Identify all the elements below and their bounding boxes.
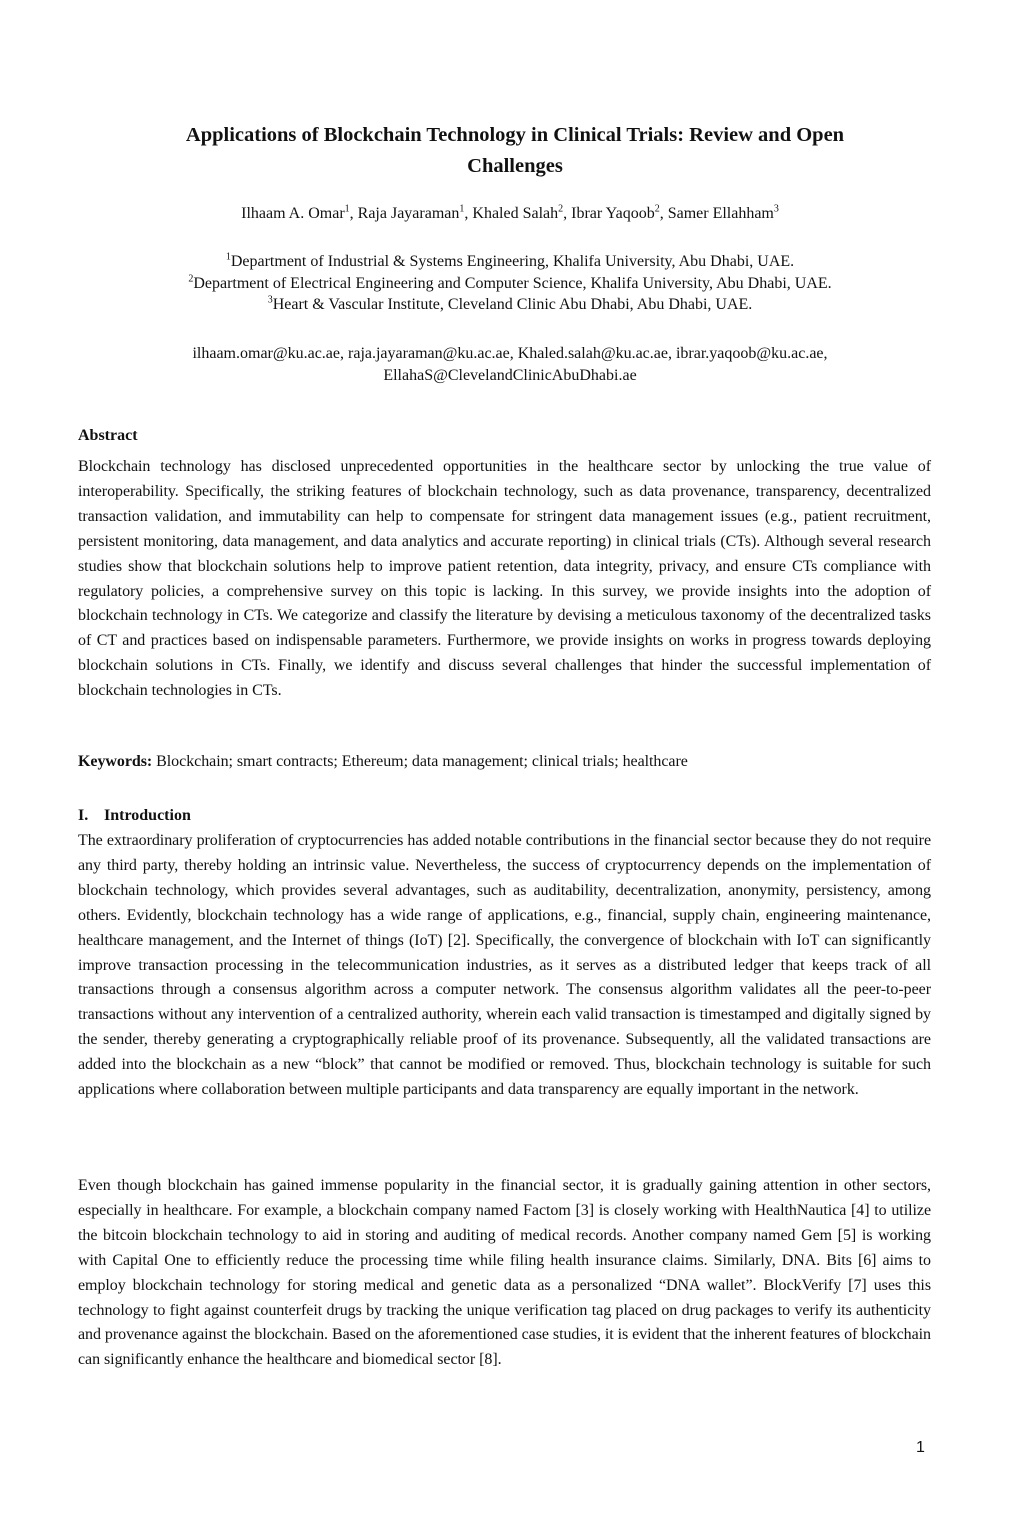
affiliation-marker: 2 bbox=[654, 203, 660, 215]
author-list: Ilhaam A. Omar$^1$, Raja Jayaraman$^1$, Khaled Salah$^2$, Ibrar Yaqoob$^2$, Samer Ellahham$^3$ bbox=[241, 203, 779, 222]
section-number: I. bbox=[78, 807, 89, 824]
affiliation: $^2$Department of Electrical Engineering and Computer Science, Khalifa University, Abu Dhabi, UAE. bbox=[188, 273, 832, 292]
keywords-label: Keywords: bbox=[78, 753, 153, 770]
body-paragraph: Even though blockchain has gained immense popularity in the financial sector, it is gradually gaining attention in other sectors, especially in healthcare. For example, a blockchain company named Factom [3] is closely working with HealthNautica [4] to utilize the bitcoin blockchain technology to aid in storing and auditing of medical records. Another company named Gem [5] is working with Capital One to efficiently reduce the processing time while filing health insurance claims. Similarly, DNA. Bits [6] aims to employ blockchain technology for storing medical and genetic data as a personalized “DNA wallet”. BlockVerify [7] uses this technology to fight against counterfeit drugs by tracking the unique verification tag placed on drug packages to verify its authenticity and provenance against the blockchain. Based on the aforementioned case studies, it is evident that the inherent features of blockchain can significantly enhance the healthcare and biomedical sector [8]. bbox=[78, 1177, 931, 1369]
author: Samer Ellahham$^3$ bbox=[667, 203, 779, 222]
abstract-heading: Abstract bbox=[78, 427, 138, 444]
affiliation: $^1$Department of Industrial & Systems Engineering, Khalifa University, Abu Dhabi, UAE. bbox=[225, 251, 795, 270]
affiliation-list bbox=[100, 251, 920, 316]
affiliation: $^3$Heart & Vascular Institute, Cleveland Clinic Abu Dhabi, Abu Dhabi, UAE. bbox=[267, 294, 753, 313]
body-paragraph: The extraordinary proliferation of cryptocurrencies has added notable contributions in the financial sector because they do not require any third party, thereby holding an intrinsic value. Nevertheless, the success of cryptocurrency depends on the implementation of blockchain technology, which provides several advantages, such as auditability, decentralization, anonymity, persistency, among others. Evidently, blockchain technology has a wide range of applications, e.g., financial, supply chain, engineering maintenance, healthcare management, and the Internet of things (IoT) [2]. Specifically, the convergence of blockchain with IoT can significantly improve transaction processing in the telecommunication industries, as it serves as a distributed ledger that keeps track of all transactions through a consensus algorithm across a computer network. The consensus algorithm validates all the peer-to-peer transactions without any intervention of a centralized authority, wherein each valid transaction is timestamped and digitally signed by the sender, thereby generating a cryptographically reliable proof of its provenance. Subsequently, all the validated transactions are added into the blockchain as a new “block” that cannot be modified or removed. Thus, blockchain technology is suitable for such applications where collaboration between multiple participants and data transparency are equally important in the network. bbox=[78, 832, 931, 1099]
email-line: ilhaam.omar@ku.ac.ae, raja.jayaraman@ku.ac.ae, Khaled.salah@ku.ac.ae, ibrar.yaqoob@ku.ac.ae, bbox=[192, 345, 828, 362]
abstract-body: Blockchain technology has disclosed unprecedented opportunities in the healthcare sector by unlocking the true value of interoperability. Specifically, the striking features of blockchain technology, such as data provenance, transparency, decentralized transaction validation, and immutability can help to compensate for stringent data management issues (e.g., patient recruitment, persistent monitoring, data management, and data analytics and accurate reporting) in clinical trials (CTs). Although several research studies show that blockchain solutions help to improve patient retention, data integrity, privacy, and ensure CTs compliance with regulatory policies, a comprehensive survey on this topic is lacking. In this survey, we provide insights into the adoption of blockchain technology in CTs. We categorize and classify the literature by devising a meticulous taxonomy of the decentralized tasks of CT and practices based on indispensable parameters. Furthermore, we provide insights on works in progress towards deploying blockchain solutions in CTs. Finally, we identify and discuss several challenges that hinder the successful implementation of blockchain technologies in CTs. bbox=[78, 458, 931, 700]
affiliation-marker: 2 bbox=[558, 203, 564, 215]
author: Ilhaam A. Omar$^1$ bbox=[241, 203, 350, 222]
author: Raja Jayaraman$^1$ bbox=[357, 203, 465, 222]
author: Ibrar Yaqoob$^2$ bbox=[571, 203, 660, 222]
affiliation-marker: 1 bbox=[344, 203, 350, 215]
author: Khaled Salah$^2$ bbox=[472, 203, 564, 222]
keywords-text: Blockchain; smart contracts; Ethereum; data management; clinical trials; healthcare bbox=[152, 753, 688, 770]
keywords bbox=[78, 750, 931, 775]
page-number: 1 bbox=[916, 1439, 925, 1456]
affiliation-marker: 3 bbox=[773, 203, 779, 215]
email-line: EllahaS@ClevelandClinicAbuDhabi.ae bbox=[383, 367, 637, 384]
affiliation-marker: 1 bbox=[459, 203, 465, 215]
author-emails bbox=[100, 343, 920, 387]
paper-title: Applications of Blockchain Technology in Clinical Trials: Review and Open Challenges bbox=[185, 124, 845, 177]
section-heading-introduction bbox=[78, 806, 191, 826]
section-title: Introduction bbox=[104, 807, 191, 824]
